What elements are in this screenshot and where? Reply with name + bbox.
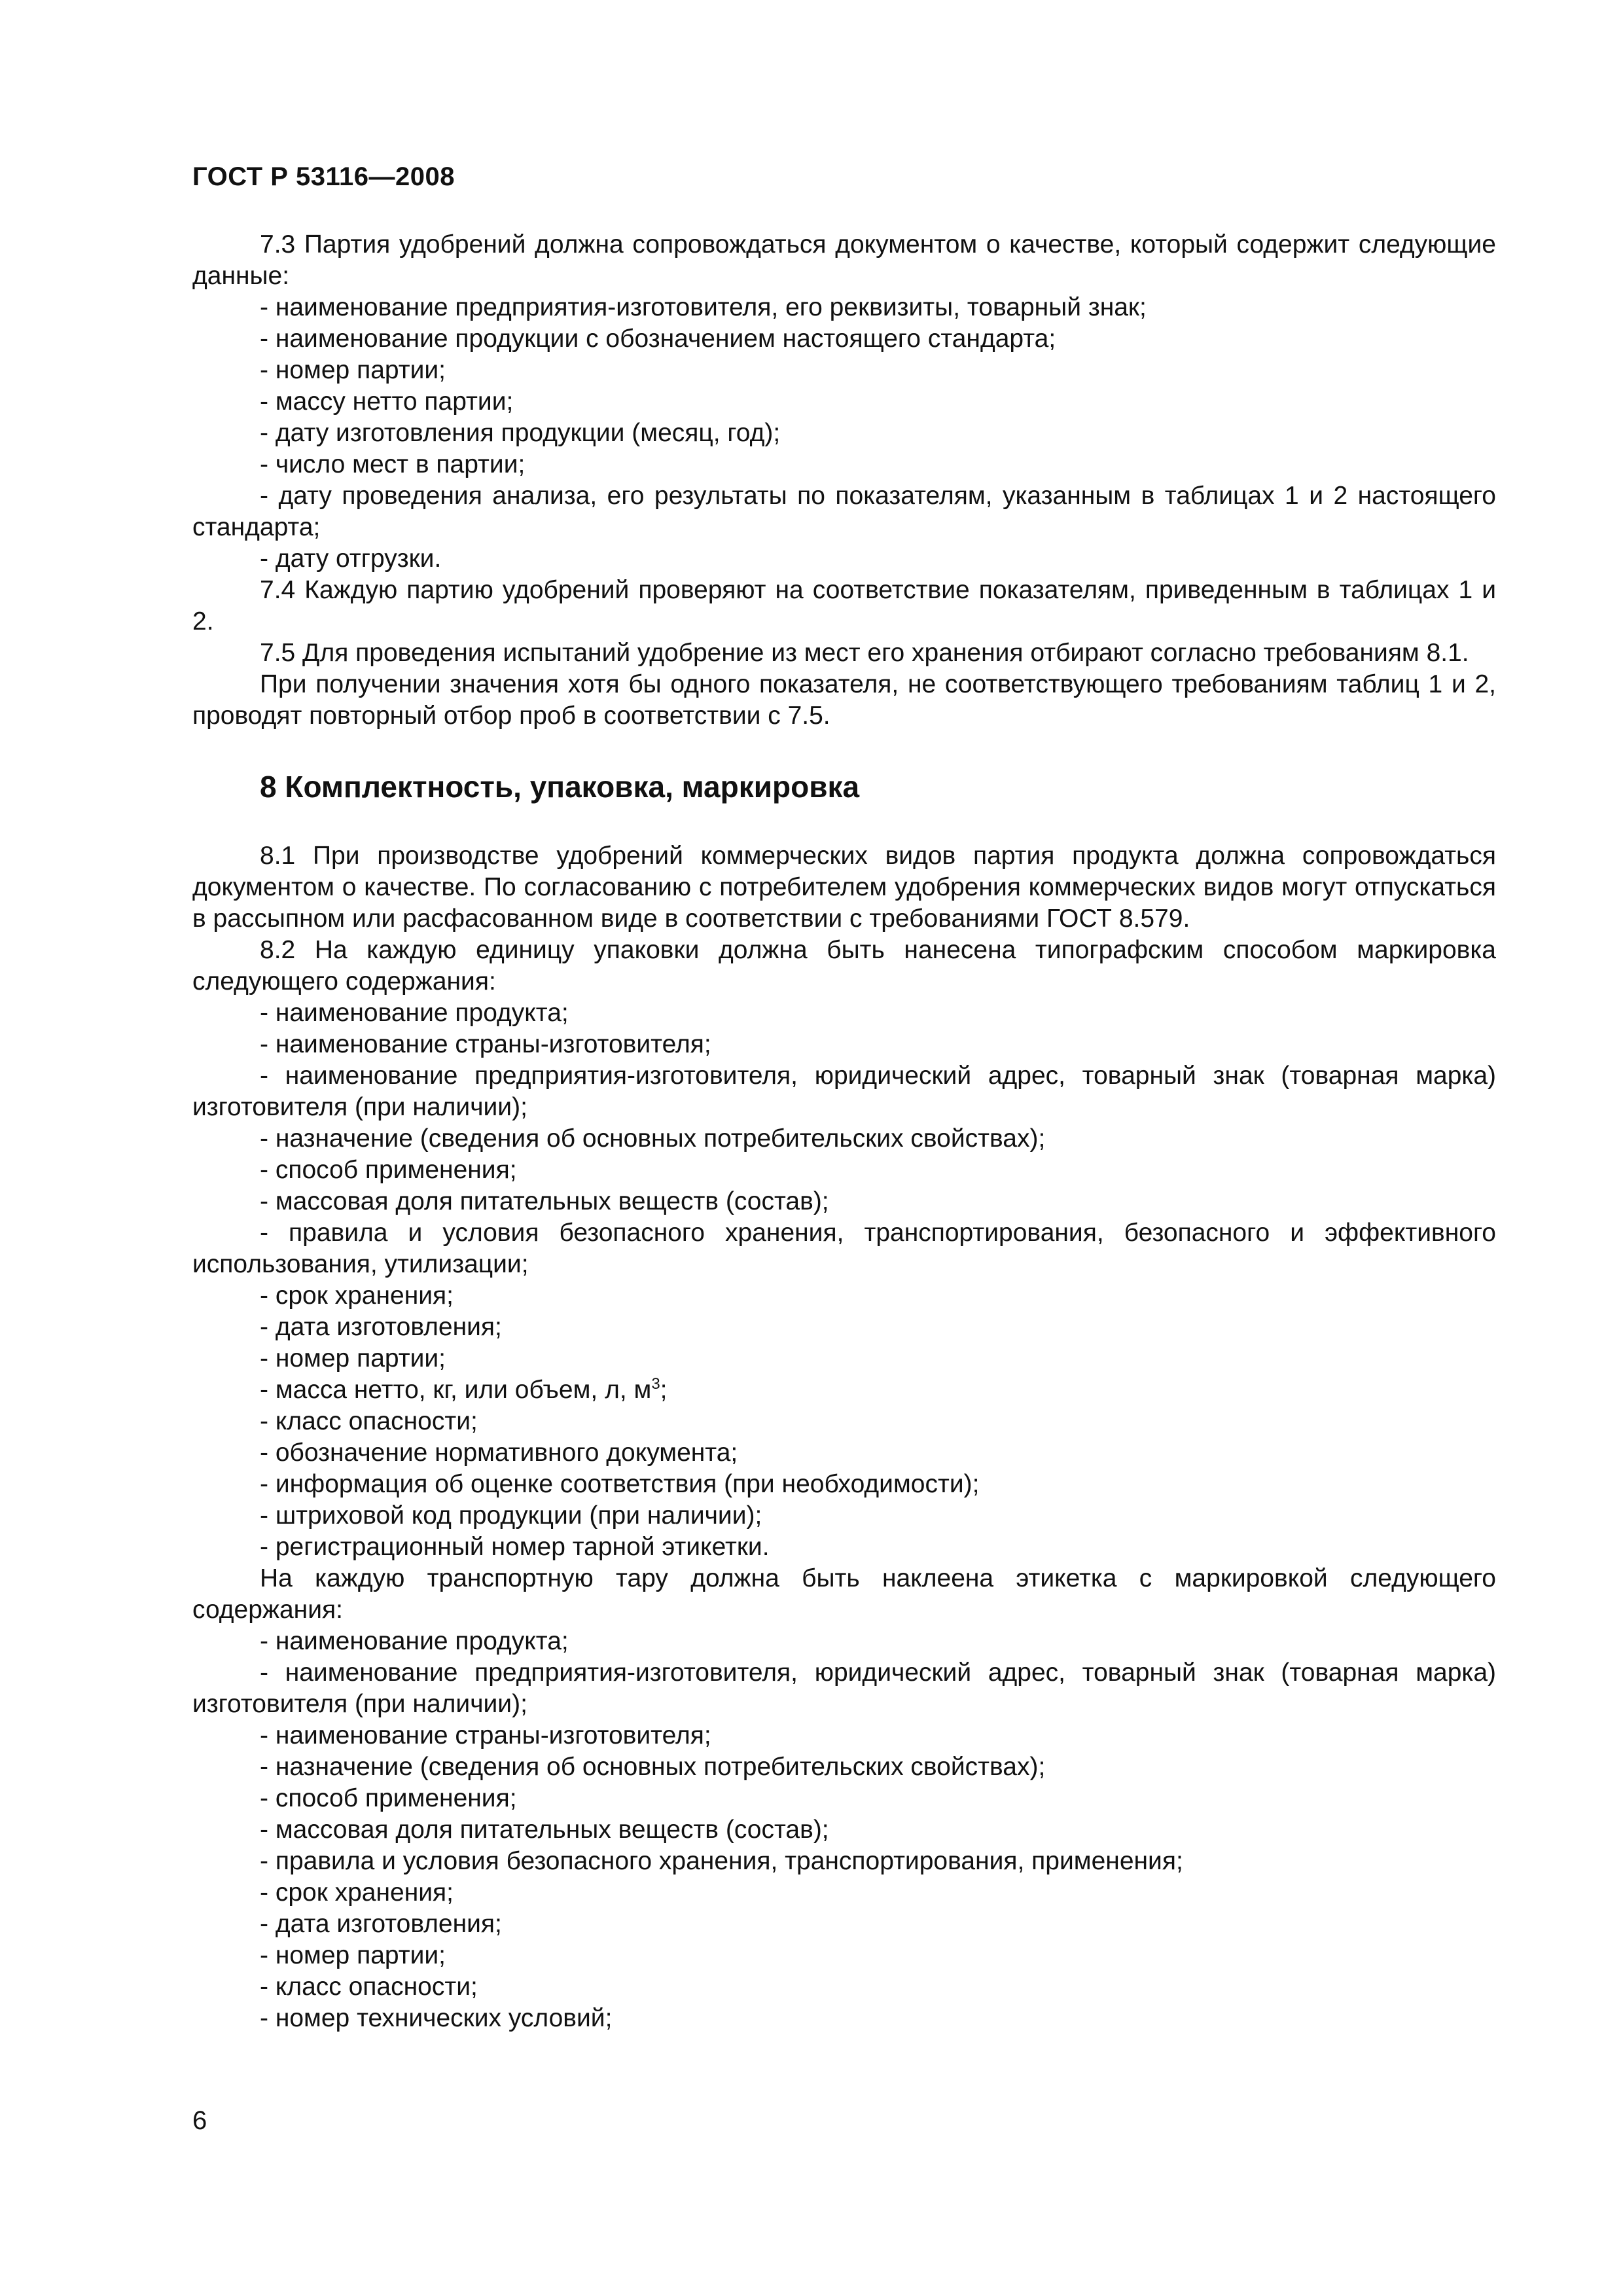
list-item: - число мест в партии; xyxy=(260,450,526,478)
list-item: - наименование предприятия-изготовителя, юридический адрес, товарный знак (товарная марка) изготовителя (при наличии); xyxy=(192,1062,1496,1121)
list-item: - номер партии; xyxy=(260,356,446,384)
list-item: - массу нетто партии; xyxy=(260,387,514,416)
list-item: - правила и условия безопасного хранения, транспортирования, безопасного и эффективного использования, утилизации; xyxy=(192,1219,1496,1278)
list-item: - массовая доля питательных веществ (состав); xyxy=(260,1187,829,1215)
page-content xyxy=(192,229,1496,2034)
list-item: - дату изготовления продукции (месяц, год); xyxy=(260,419,781,447)
list-item: - правила и условия безопасного хранения, транспортирования, применения; xyxy=(260,1847,1183,1875)
section-heading-8: 8 Комплектность, упаковка, маркировка xyxy=(260,770,860,804)
list-item: - назначение (сведения об основных потребительских свойствах); xyxy=(260,1124,1046,1153)
paragraph-7-5: 7.5 Для проведения испытаний удобрение из мест его хранения отбирают согласно требованиям 8.1. xyxy=(260,639,1469,667)
mass-text: - масса нетто, кг, или объем, л, м xyxy=(260,1376,652,1404)
list-item: - дату проведения анализа, его результаты по показателям, указанным в таблицах 1 и 2 настоящего стандарта; xyxy=(192,482,1496,541)
mass-end: ; xyxy=(660,1376,668,1404)
list-item-mass xyxy=(192,1374,1496,1406)
list-item: - обозначение нормативного документа; xyxy=(260,1439,738,1467)
list-item: - наименование предприятия-изготовителя, юридический адрес, товарный знак (товарная марка) изготовителя (при наличии); xyxy=(192,1659,1496,1718)
paragraph-7-4: 7.4 Каждую партию удобрений проверяют на соответствие показателям, приведенным в таблицах 1 и 2. xyxy=(192,576,1496,636)
paragraph-transport: На каждую транспортную тару должна быть наклеена этикетка с маркировкой следующего содержания: xyxy=(192,1564,1496,1624)
paragraph-8-1: 8.1 При производстве удобрений коммерческих видов партия продукта должна сопровождаться документом о качестве. По согласованию с потребителем удобрения коммерческих видов могут отпускаться в рассыпном или расфасованном виде в соответствии с требованиями ГОСТ 8.579. xyxy=(192,842,1496,933)
list-item: - класс опасности; xyxy=(260,1407,478,1435)
list-item: - штриховой код продукции (при наличии); xyxy=(260,1501,762,1530)
list-item: - номер технических условий; xyxy=(260,2004,613,2032)
list-item: - дата изготовления; xyxy=(260,1313,502,1341)
list-item: - срок хранения; xyxy=(260,1878,454,1907)
list-item: - наименование страны-изготовителя; xyxy=(260,1030,711,1058)
list-item: - номер партии; xyxy=(260,1344,446,1372)
list-item: - наименование продукта; xyxy=(260,999,569,1027)
list-item: - наименование предприятия-изготовителя, его реквизиты, товарный знак; xyxy=(260,293,1147,321)
list-item: - способ применения; xyxy=(260,1784,517,1812)
cubic-superscript: 3 xyxy=(651,1375,660,1393)
page-number: 6 xyxy=(192,2106,207,2135)
list-item: - наименование продукции с обозначением настоящего стандарта; xyxy=(260,325,1056,353)
list-item: - дату отгрузки. xyxy=(260,545,442,573)
list-item: - срок хранения; xyxy=(260,1282,454,1310)
list-item: - наименование продукта; xyxy=(260,1627,569,1655)
list-item: - регистрационный номер тарной этикетки. xyxy=(260,1533,770,1561)
list-item: - номер партии; xyxy=(260,1941,446,1969)
paragraph-7-5-retest: При получении значения хотя бы одного показателя, не соответствующего требованиям таблиц 1 и 2, проводят повторный отбор проб в соответствии с 7.5. xyxy=(192,670,1496,730)
list-item: - способ применения; xyxy=(260,1156,517,1184)
list-item: - дата изготовления; xyxy=(260,1910,502,1938)
paragraph-7-3: 7.3 Партия удобрений должна сопровождаться документом о качестве, который содержит следующие данные: xyxy=(192,230,1496,290)
document-header: ГОСТ Р 53116—2008 xyxy=(192,162,455,191)
list-item: - класс опасности; xyxy=(260,1973,478,2001)
paragraph-8-2: 8.2 На каждую единицу упаковки должна быть нанесена типографским способом маркировка следующего содержания: xyxy=(192,936,1496,996)
list-item: - информация об оценке соответствия (при необходимости); xyxy=(260,1470,980,1498)
list-item: - наименование страны-изготовителя; xyxy=(260,1721,711,1749)
list-item: - назначение (сведения об основных потребительских свойствах); xyxy=(260,1753,1046,1781)
list-item: - массовая доля питательных веществ (состав); xyxy=(260,1816,829,1844)
